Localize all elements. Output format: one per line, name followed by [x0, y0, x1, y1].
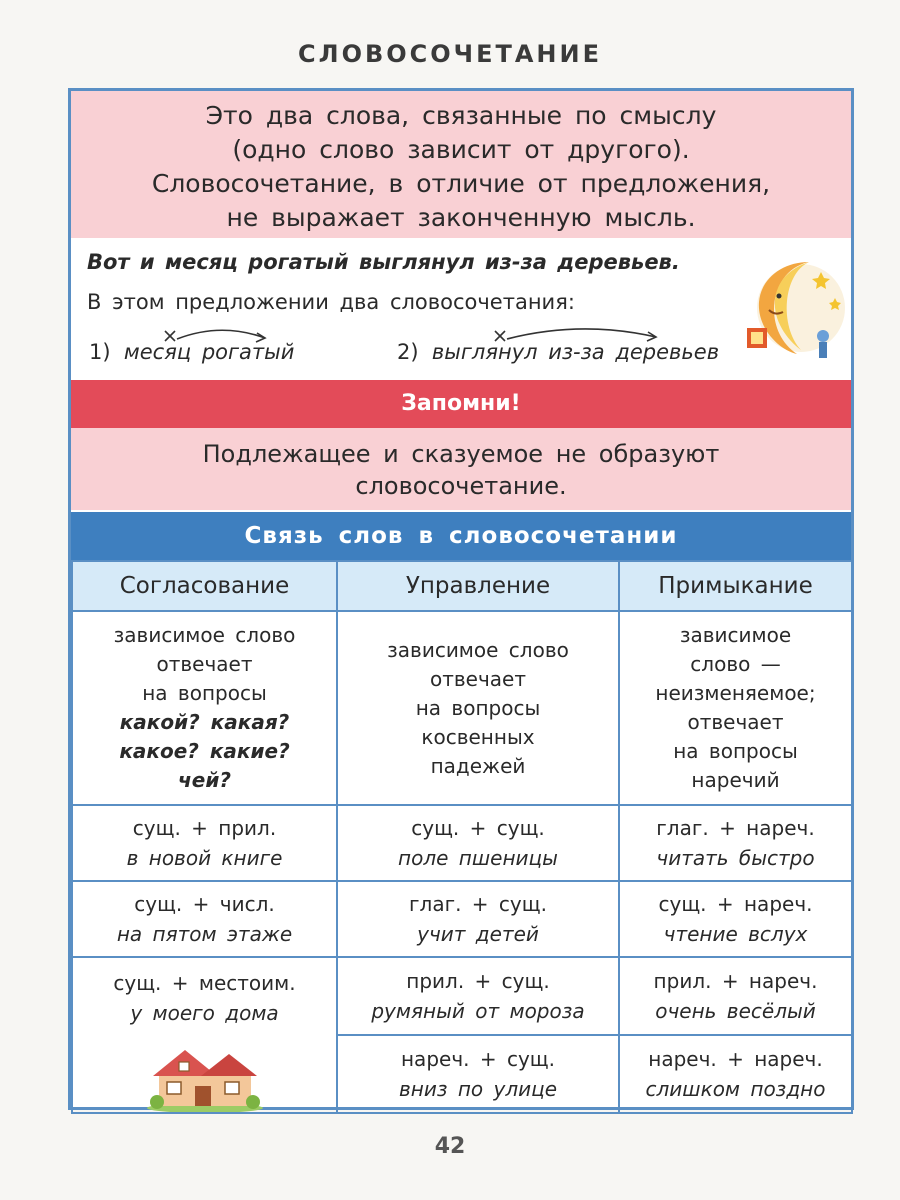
- page-title: СЛОВОСОЧЕТАНИЕ: [298, 40, 602, 68]
- pattern-example: очень весёлый: [655, 999, 816, 1023]
- table-header-row: [72, 561, 852, 611]
- pattern-label: прил. + нареч.: [653, 969, 818, 993]
- description-line: отвечает: [156, 652, 253, 676]
- remember-heading: Запомни!: [71, 380, 851, 428]
- example-intro: В этом предложении два словосочетания:: [87, 290, 575, 314]
- description-line: на вопросы: [142, 681, 267, 705]
- pattern-example: читать быстро: [656, 846, 815, 870]
- example-item-number: 2): [397, 340, 419, 364]
- pattern-cell: [619, 805, 852, 881]
- pattern-example: поле пшеницы: [398, 846, 558, 870]
- pattern-label: нареч. + сущ.: [400, 1047, 555, 1071]
- definition-line: не выражает законченную мысль.: [226, 203, 696, 232]
- column-header: Согласование: [72, 561, 337, 611]
- remember-line: словосочетание.: [355, 472, 567, 500]
- house-illustration-icon: [145, 1042, 265, 1112]
- pattern-cell: [72, 957, 337, 1113]
- pattern-cell: [337, 805, 619, 881]
- description-line: отвечает: [687, 710, 784, 734]
- question-words: какое? какие?: [119, 739, 290, 763]
- example-item-2: [397, 340, 719, 364]
- example-item-phrase: месяц рогатый: [123, 340, 295, 364]
- pattern-example: слишком поздно: [645, 1077, 826, 1101]
- page-number: 42: [434, 1134, 466, 1159]
- example-item-phrase: выглянул из-за деревьев: [431, 340, 720, 364]
- description-line: падежей: [430, 753, 526, 778]
- remember-line: Подлежащее и сказуемое не образуют: [202, 440, 720, 468]
- pattern-label: сущ. + сущ.: [411, 816, 545, 840]
- definition-line: (одно слово зависит от другого).: [232, 135, 690, 164]
- pattern-cell: [619, 957, 852, 1035]
- pattern-example: в новой книге: [126, 846, 283, 870]
- description-line: слово —: [690, 652, 781, 676]
- rule-card: [68, 88, 854, 1110]
- description-line: неизменяемое;: [655, 681, 816, 705]
- pattern-example: у моего дома: [130, 1001, 279, 1025]
- pattern-label: глаг. + сущ.: [409, 892, 547, 916]
- example-block: [71, 238, 851, 378]
- description-line: на вопросы: [673, 739, 798, 763]
- table-row: [72, 957, 852, 1035]
- link-heading: Связь слов в словосочетании: [71, 512, 851, 560]
- pattern-cell: [619, 1035, 852, 1113]
- definition-block: [71, 91, 851, 238]
- question-words: какой? какая?: [119, 710, 290, 734]
- remember-note: [71, 428, 851, 510]
- column-header: Примыкание: [619, 561, 852, 611]
- definition-line: Словосочетание, в отличие от предложения,: [151, 169, 771, 198]
- description-cell: [72, 611, 337, 805]
- pattern-example: румяный от мороза: [371, 999, 585, 1023]
- pattern-label: сущ. + прил.: [132, 816, 277, 840]
- pattern-example: вниз по улице: [398, 1077, 558, 1101]
- pattern-cell: [619, 881, 852, 957]
- description-line: зависимое слово: [387, 637, 569, 662]
- link-types-table: [71, 560, 853, 1114]
- example-item-number: 1): [89, 340, 111, 364]
- description-line: зависимое слово: [113, 623, 296, 647]
- description-line: зависимое: [679, 623, 792, 647]
- pattern-label: нареч. + нареч.: [648, 1047, 823, 1071]
- question-words: чей?: [178, 768, 231, 792]
- pattern-label: сущ. + нареч.: [658, 892, 813, 916]
- example-item-1: [89, 340, 294, 364]
- description-cell: [337, 611, 619, 805]
- definition-line: Это два слова, связанные по смыслу: [205, 101, 717, 130]
- description-line: отвечает: [429, 666, 526, 691]
- pattern-label: сущ. + числ.: [134, 892, 275, 916]
- pattern-cell: [337, 881, 619, 957]
- description-row: [72, 611, 852, 805]
- pattern-label: глаг. + нареч.: [656, 816, 815, 840]
- example-sentence: Вот и месяц рогатый выглянул из-за деревьев.: [87, 250, 680, 274]
- column-header: Управление: [337, 561, 619, 611]
- pattern-cell: [337, 1035, 619, 1113]
- pattern-example: учит детей: [417, 922, 539, 946]
- pattern-cell: [337, 957, 619, 1035]
- description-line: на вопросы: [415, 695, 541, 720]
- pattern-label: прил. + сущ.: [406, 969, 550, 993]
- description-line: наречий: [691, 768, 780, 792]
- table-row: [72, 881, 852, 957]
- moon-illustration-icon: [739, 250, 849, 368]
- pattern-example: на пятом этаже: [116, 922, 293, 946]
- pattern-cell: [72, 881, 337, 957]
- pattern-example: чтение вслух: [663, 922, 808, 946]
- description-cell: [619, 611, 852, 805]
- description-line: косвенных: [421, 724, 535, 749]
- pattern-cell: [72, 805, 337, 881]
- pattern-label: сущ. + местоим.: [113, 971, 296, 995]
- table-row: [72, 805, 852, 881]
